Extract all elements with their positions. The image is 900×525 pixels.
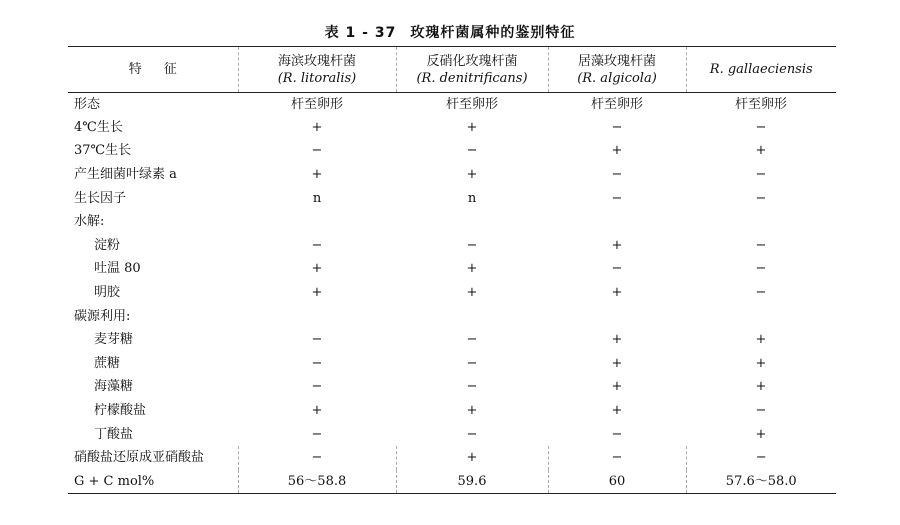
table-row xyxy=(68,281,836,305)
table-row xyxy=(68,258,836,282)
result-cell: + xyxy=(396,446,548,470)
table-row xyxy=(68,328,836,352)
result-cell: − xyxy=(611,190,623,206)
table-row xyxy=(68,210,836,234)
result-cell: − xyxy=(311,379,323,395)
species-cn-name: 居藻玫瑰杆菌 xyxy=(577,53,656,69)
result-cell: 59.6 xyxy=(396,470,548,494)
feature-label: 海藻糖 xyxy=(94,379,134,395)
table-row xyxy=(68,376,836,400)
result-cell: − xyxy=(548,446,686,470)
result-cell: + xyxy=(611,237,623,253)
result-cell: + xyxy=(311,261,323,277)
result-cell: − xyxy=(611,119,623,135)
feature-label: 明胶 xyxy=(94,285,121,301)
table-row xyxy=(68,446,836,470)
table-row xyxy=(68,187,836,211)
result-cell: − xyxy=(755,167,767,183)
result-cell: 56～58.8 xyxy=(238,470,396,494)
result-cell: − xyxy=(755,285,767,301)
result-cell: + xyxy=(611,403,623,419)
result-cell: + xyxy=(466,119,478,135)
result-cell: + xyxy=(611,379,623,395)
feature-label: 淀粉 xyxy=(94,237,121,253)
table-row xyxy=(68,163,836,187)
result-cell: − xyxy=(311,332,323,348)
result-cell: + xyxy=(311,403,323,419)
table-row xyxy=(68,470,836,494)
feature-label: 生长因子 xyxy=(74,190,127,206)
result-cell: 杆至卵形 xyxy=(734,96,787,112)
table-row xyxy=(68,93,836,117)
result-cell: + xyxy=(466,167,478,183)
feature-label: 37℃生长 xyxy=(74,143,132,159)
result-cell: + xyxy=(466,403,478,419)
species-cn-name: 反硝化玫瑰杆菌 xyxy=(426,53,518,69)
feature-label: 麦芽糖 xyxy=(94,332,134,348)
feature-label: G + C mol% xyxy=(68,470,238,494)
result-cell: − xyxy=(466,143,478,159)
result-cell: + xyxy=(611,285,623,301)
result-cell: − xyxy=(755,403,767,419)
header-feature: 特征 xyxy=(68,47,238,93)
result-cell: + xyxy=(611,355,623,371)
result-cell: + xyxy=(311,285,323,301)
result-cell xyxy=(548,305,686,329)
result-cell: − xyxy=(611,167,623,183)
identification-table xyxy=(68,46,836,494)
result-cell xyxy=(238,210,396,234)
result-cell: − xyxy=(755,190,767,206)
table-row xyxy=(68,305,836,329)
result-cell: 杆至卵形 xyxy=(445,96,498,112)
result-cell xyxy=(686,210,836,234)
result-cell: − xyxy=(755,261,767,277)
result-cell: n xyxy=(312,190,322,206)
result-cell: 杆至卵形 xyxy=(590,96,643,112)
table-title xyxy=(0,22,900,42)
header-species-litoralis xyxy=(238,47,396,93)
header-species-gallaeciensis xyxy=(686,47,836,93)
result-cell: − xyxy=(611,426,623,442)
feature-label: 水解: xyxy=(74,214,105,230)
table-body xyxy=(68,93,836,494)
result-cell: + xyxy=(311,167,323,183)
table-row xyxy=(68,234,836,258)
result-cell xyxy=(396,305,548,329)
result-cell: − xyxy=(466,355,478,371)
result-cell: 60 xyxy=(548,470,686,494)
result-cell: + xyxy=(611,332,623,348)
table-number: 表 1 - 37 xyxy=(324,25,397,41)
result-cell: − xyxy=(238,446,396,470)
result-cell: + xyxy=(311,119,323,135)
result-cell: − xyxy=(686,446,836,470)
result-cell: − xyxy=(611,261,623,277)
species-latin-name: (R. denitrificans) xyxy=(416,70,528,86)
result-cell: + xyxy=(611,143,623,159)
table-caption: 玫瑰杆菌属种的鉴别特征 xyxy=(410,25,576,41)
feature-label: 产生细菌叶绿素 a xyxy=(74,167,177,183)
result-cell xyxy=(548,210,686,234)
species-latin-name: R. gallaeciensis xyxy=(709,62,813,77)
result-cell: − xyxy=(311,355,323,371)
result-cell: + xyxy=(755,379,767,395)
result-cell xyxy=(238,305,396,329)
table-row xyxy=(68,399,836,423)
result-cell: − xyxy=(311,237,323,253)
feature-label: 柠檬酸盐 xyxy=(94,403,147,419)
result-cell: − xyxy=(311,143,323,159)
feature-label: 硝酸盐还原成亚硝酸盐 xyxy=(74,450,205,466)
species-latin-name: (R. algicola) xyxy=(577,70,657,86)
feature-label: 形态 xyxy=(74,96,101,112)
result-cell: − xyxy=(755,119,767,135)
feature-label: 吐温 80 xyxy=(94,261,141,277)
header-species-algicola xyxy=(548,47,686,93)
feature-label: 4℃生长 xyxy=(74,119,123,135)
result-cell xyxy=(686,305,836,329)
table-row xyxy=(68,352,836,376)
result-cell: + xyxy=(755,143,767,159)
result-cell: + xyxy=(755,426,767,442)
result-cell: 杆至卵形 xyxy=(290,96,343,112)
feature-label: 碳源利用: xyxy=(74,308,131,324)
table-row xyxy=(68,140,836,164)
result-cell: − xyxy=(466,332,478,348)
header-species-denitrificans xyxy=(396,47,548,93)
result-cell: − xyxy=(466,426,478,442)
table-row xyxy=(68,116,836,140)
result-cell: − xyxy=(755,237,767,253)
result-cell: + xyxy=(466,285,478,301)
header-row xyxy=(68,47,836,93)
result-cell: + xyxy=(755,355,767,371)
result-cell: 57.6～58.0 xyxy=(686,470,836,494)
result-cell xyxy=(396,210,548,234)
feature-label: 丁酸盐 xyxy=(94,426,134,442)
species-cn-name: 海滨玫瑰杆菌 xyxy=(277,53,356,69)
species-latin-name: (R. litoralis) xyxy=(277,70,357,86)
result-cell: − xyxy=(311,426,323,442)
result-cell: + xyxy=(466,261,478,277)
result-cell: n xyxy=(467,190,477,206)
result-cell: + xyxy=(755,332,767,348)
result-cell: − xyxy=(466,379,478,395)
result-cell: − xyxy=(466,237,478,253)
table-row xyxy=(68,423,836,447)
feature-label: 蔗糖 xyxy=(94,355,121,371)
